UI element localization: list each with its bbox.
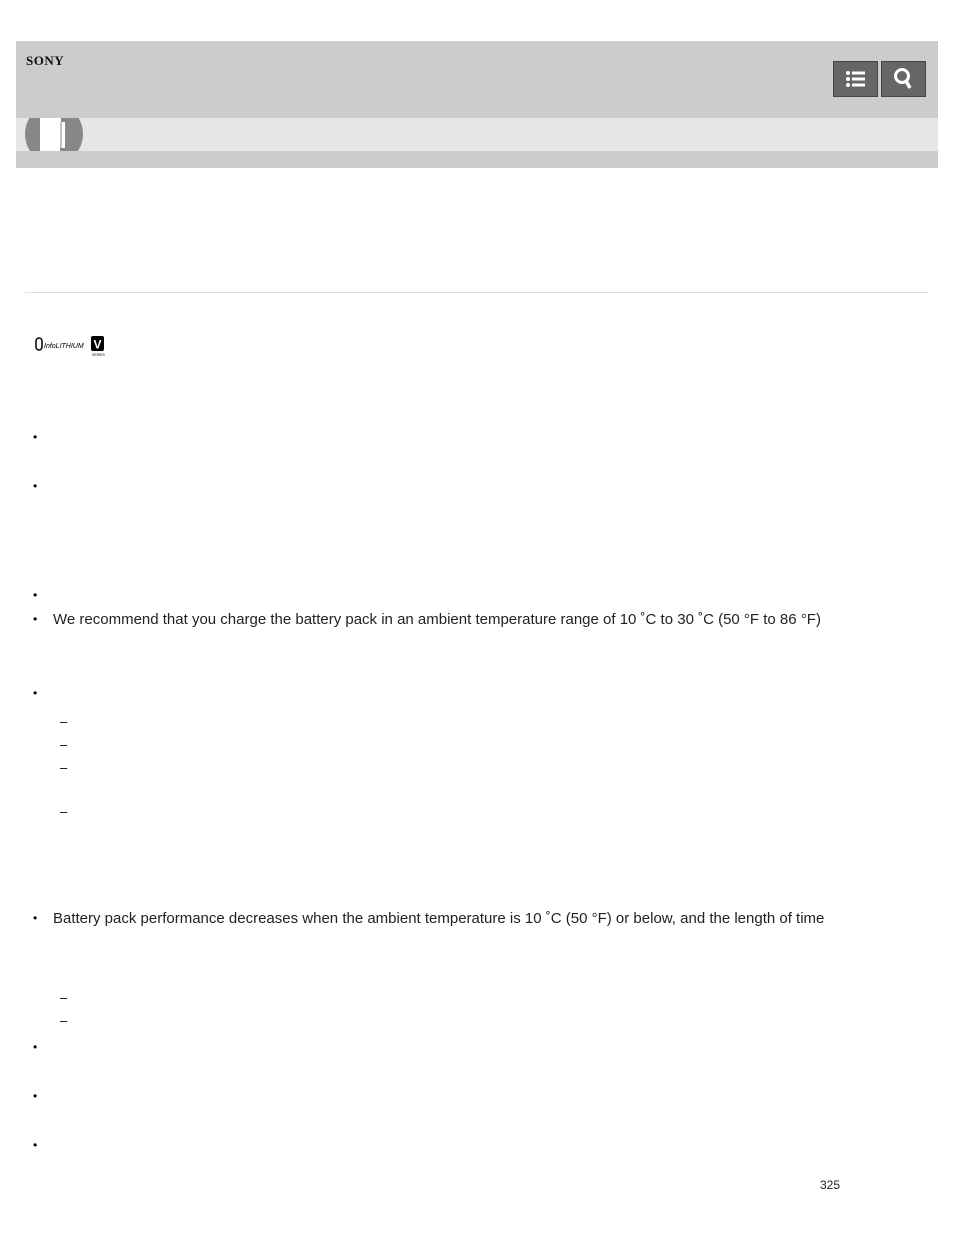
bullet: • — [33, 1040, 38, 1054]
bullet: • — [33, 1089, 38, 1103]
table-of-contents-button[interactable] — [833, 61, 878, 97]
search-button[interactable] — [881, 61, 926, 97]
infolithium-logo — [35, 336, 107, 363]
dash: – — [60, 1013, 68, 1028]
bullet: • — [33, 911, 38, 925]
dash: – — [60, 737, 68, 752]
svg-text:SERIES: SERIES — [92, 353, 105, 357]
bullet: • — [33, 588, 38, 602]
bullet: • — [33, 1138, 38, 1152]
bullet: • — [33, 612, 38, 626]
book-icon — [24, 118, 84, 151]
svg-text:InfoLITHIUM: InfoLITHIUM — [44, 343, 84, 350]
bullet: • — [33, 479, 38, 493]
svg-text:V: V — [93, 337, 102, 352]
search-icon — [882, 62, 925, 96]
bullet: • — [33, 430, 38, 444]
title-band — [16, 118, 938, 151]
performance-text: Battery pack performance decreases when the ambient temperature is 10 ˚C (50 °F) or below, and the length of time — [53, 910, 825, 927]
charging-temperature-text: We recommend that you charge the battery pack in an ambient temperature range of 10 ˚C to 30 ˚C (50 °F to 86 °F) — [53, 611, 821, 628]
dash: – — [60, 804, 68, 819]
title-band-lower — [16, 151, 938, 168]
list-icon — [834, 62, 877, 96]
bullet: • — [33, 686, 38, 700]
divider — [25, 292, 928, 293]
page-number: 325 — [820, 1178, 841, 1192]
sony-logo: SONY — [26, 53, 65, 68]
dash: – — [60, 760, 68, 775]
dash: – — [60, 714, 68, 729]
dash: – — [60, 990, 68, 1005]
header-bar — [16, 41, 938, 118]
